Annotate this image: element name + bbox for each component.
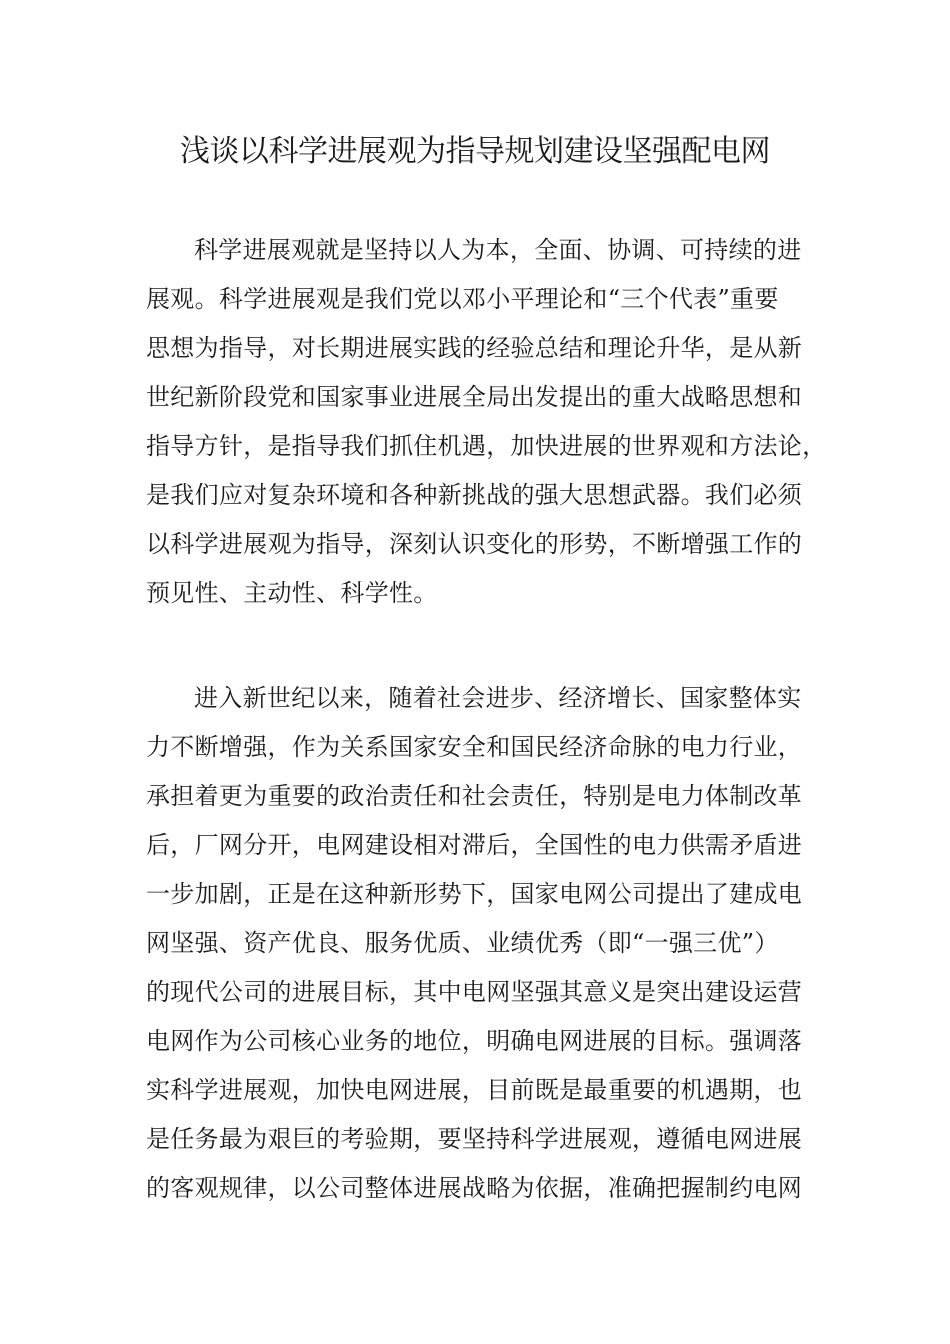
paragraph-line: 世纪新阶段党和国家事业进展全局出发提出的重大战略思想和: [146, 383, 803, 411]
paragraph-line: 实科学进展观，加快电网进展，目前既是最重要的机遇期，也: [146, 1076, 803, 1104]
paragraph-line: 预见性、主动性、科学性。: [146, 579, 438, 607]
paragraph-line: 展观。科学进展观是我们党以邓小平理论和“三个代表”重要: [146, 285, 779, 313]
paragraph-line: 是我们应对复杂环境和各种新挑战的强大思想武器。我们必须: [146, 481, 803, 509]
paragraph-line: 以科学进展观为指导，深刻认识变化的形势，不断增强工作的: [146, 530, 803, 558]
paragraph-line: 后，厂网分开，电网建设相对滞后，全国性的电力供需矛盾进: [146, 831, 803, 859]
document-title: 浅谈以科学进展观为指导规划建设坚强配电网: [180, 134, 770, 169]
paragraph-line: 指导方针，是指导我们抓住机遇，加快进展的世界观和方法论，: [146, 432, 827, 460]
paragraph-line: 一步加剧，正是在这种新形势下，国家电网公司提出了建成电: [146, 880, 803, 908]
paragraph-line: 力不断增强，作为关系国家安全和国民经济命脉的电力行业，: [146, 733, 803, 761]
paragraph-line: 的客观规律，以公司整体进展战略为依据，准确把握制约电网: [146, 1174, 803, 1202]
paragraph-line: 承担着更为重要的政治责任和社会责任，特别是电力体制改革: [146, 782, 803, 810]
paragraph-line: 进入新世纪以来，随着社会进步、经济增长、国家整体实: [194, 684, 802, 712]
paragraph-line: 网坚强、资产优良、服务优质、业绩优秀（即“一强三优”）: [146, 929, 779, 957]
paragraph-line: 的现代公司的进展目标，其中电网坚强其意义是突出建设运营: [146, 978, 803, 1006]
paragraph-line: 科学进展观就是坚持以人为本，全面、协调、可持续的进: [194, 236, 802, 264]
paragraph-line: 是任务最为艰巨的考验期，要坚持科学进展观，遵循电网进展: [146, 1125, 803, 1153]
paragraph-line: 电网作为公司核心业务的地位，明确电网进展的目标。强调落: [146, 1027, 803, 1055]
paragraph-line: 思想为指导，对长期进展实践的经验总结和理论升华，是从新: [146, 334, 803, 362]
